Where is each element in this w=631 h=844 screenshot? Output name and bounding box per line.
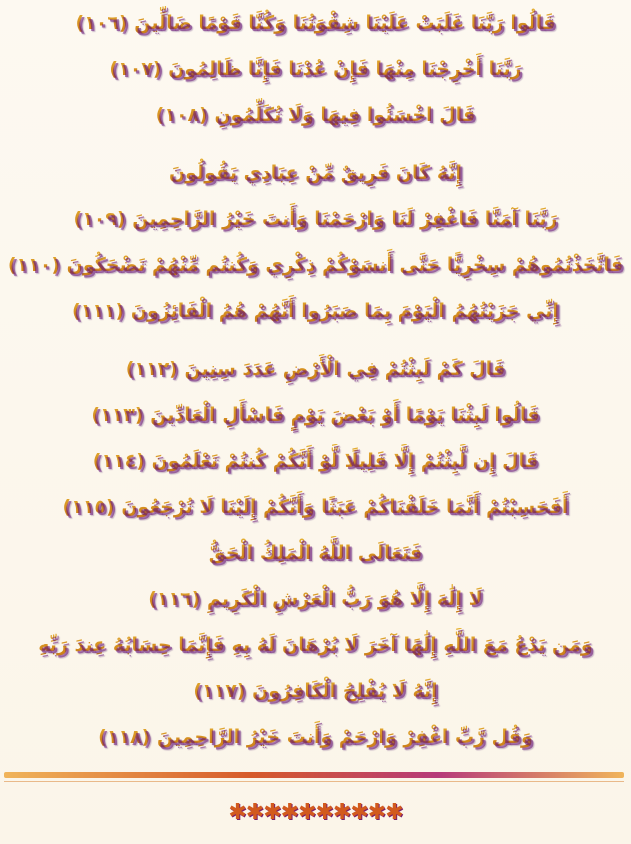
ornament-border: ✱✱✱✱✱✱✱✱✱✱ [228,800,403,825]
verse-line: فَتَعَالَى اللَّهُ الْمَلِكُ الْحَقُّ [0,536,631,582]
verse-line: قَالُوا لَبِثْنَا يَوْمًا أَوْ بَعْضَ يَوْمٍ فَاسْأَلِ الْعَادِّينَ (١١٣) [0,398,631,444]
divider-line [4,781,624,782]
verse-line: قَالَ اخْسَئُوا فِيهَا وَلَا تُكَلِّمُونِ (١٠٨) [0,98,631,144]
verse-line: إِنَّهُ لَا يُفْلِحُ الْكَافِرُونَ (١١٧) [0,674,631,720]
verse-line: إِنَّهُ كَانَ فَرِيقٌ مِّنْ عِبَادِي يَقُولُونَ [0,156,631,202]
divider-bar [4,772,624,778]
verse-line: قَالُوا رَبَّنَا غَلَبَتْ عَلَيْنَا شِقْوَتُنَا وَكُنَّا قَوْمًا ضَالِّينَ (١٠٦) [0,6,631,52]
verse-line: قَالَ إِن لَّبِثْتُمْ إِلَّا قَلِيلًا لَّوْ أَنَّكُمْ كُنتُمْ تَعْلَمُونَ (١١٤) [0,444,631,490]
verse-line: إِنِّي جَزَيْتُهُمُ الْيَوْمَ بِمَا صَبَرُوا أَنَّهُمْ هُمُ الْفَائِزُونَ (١١١) [0,294,631,340]
verse-line: فَاتَّخَذْتُمُوهُمْ سِخْرِيًّا حَتَّى أَنسَوْكُمْ ذِكْرِي وَكُنتُم مِّنْهُمْ تَضْحَكُونَ (١١٠) [0,248,631,294]
verses-block [0,6,631,766]
verse-line: رَبَّنَا أَخْرِجْنَا مِنْهَا فَإِنْ عُدْنَا فَإِنَّا ظَالِمُونَ (١٠٧) [0,52,631,98]
verse-line: قَالَ كَمْ لَبِثْتُمْ فِي الْأَرْضِ عَدَدَ سِنِينَ (١١٢) [0,352,631,398]
verse-line: وَقُل رَّبِّ اغْفِرْ وَارْحَمْ وَأَنتَ خَيْرُ الرَّاحِمِينَ (١١٨) [0,720,631,766]
verse-line: أَفَحَسِبْتُمْ أَنَّمَا خَلَقْنَاكُمْ عَبَثًا وَأَنَّكُمْ إِلَيْنَا لَا تُرْجَعُونَ (١١٥) [0,490,631,536]
verse-line: لَا إِلَٰهَ إِلَّا هُوَ رَبُّ الْعَرْشِ الْكَرِيمِ (١١٦) [0,582,631,628]
verse-line: رَبَّنَا آمَنَّا فَاغْفِرْ لَنَا وَارْحَمْنَا وَأَنتَ خَيْرُ الرَّاحِمِينَ (١٠٩) [0,202,631,248]
verse-line: وَمَن يَدْعُ مَعَ اللَّهِ إِلَٰهًا آخَرَ لَا بُرْهَانَ لَهُ بِهِ فَإِنَّمَا حِسَابُهُ عِندَ رَبِّهِ [0,628,631,674]
